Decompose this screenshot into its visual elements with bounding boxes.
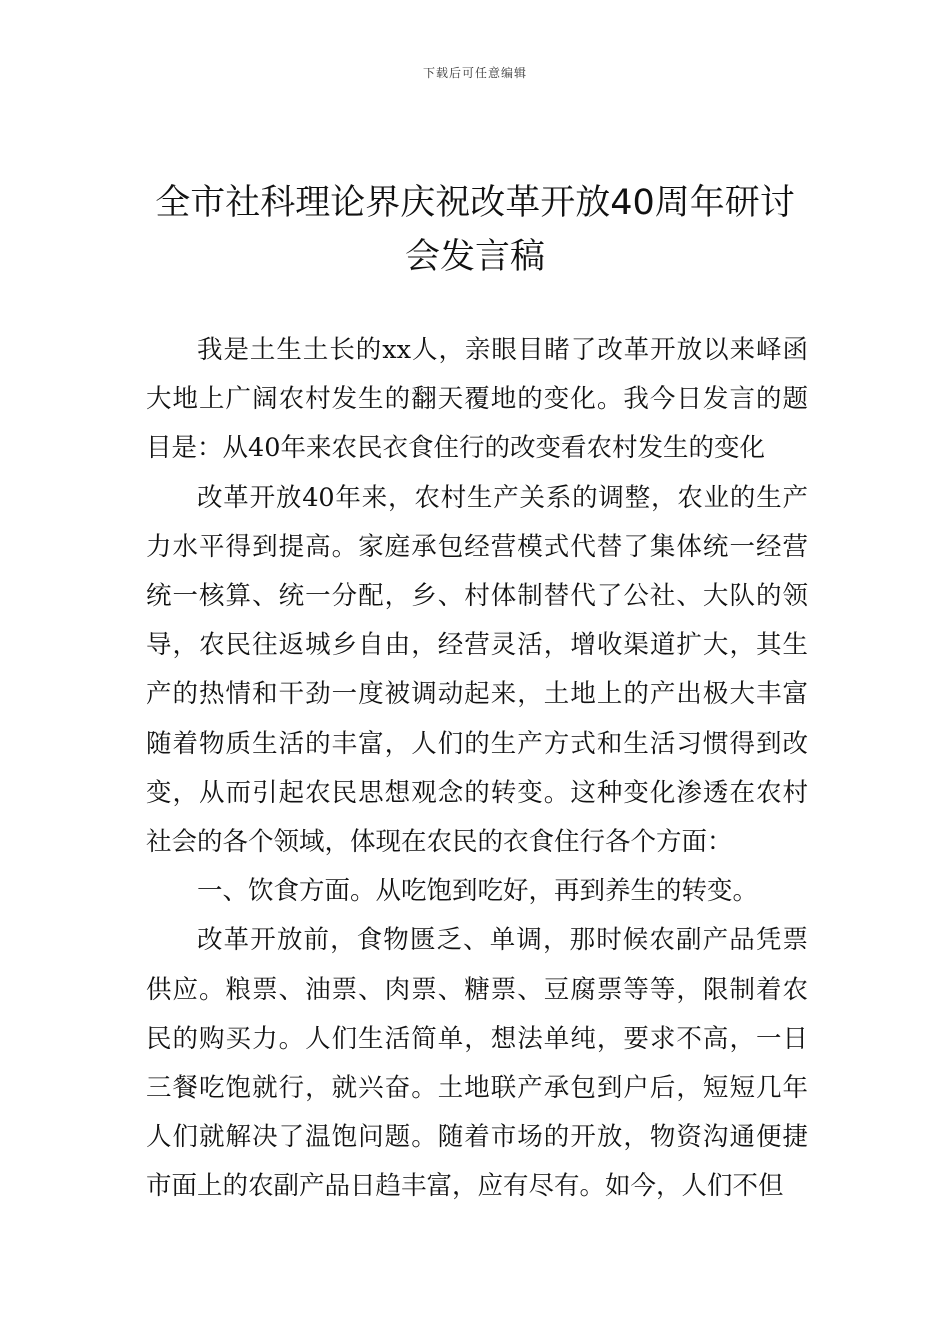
paragraph: 改革开放前，食物匮乏、单调，那时候农副产品凭票供应。粮票、油票、肉票、糖票、豆腐票等等，限制着农民的购买力。人们生活简单，想法单纯，要求不高，一日三餐吃饱就行，就兴奋。土地联产承包到户后，短短几年人们就解决了温饱问题。随着市场的开放，物资沟通便捷市面上的农副产品日趋丰富，应有尽有。如今，人们不但 [146,925,808,1202]
paragraph: 改革开放40年来，农村生产关系的调整，农业的生产力水平得到提高。家庭承包经营模式代替了集体统一经营统一核算、统一分配，乡、村体制替代了公社、大队的领导，农民往返城乡自由，经营灵活，增收渠道扩大，其生产的热情和干劲一度被调动起来，土地上的产出极大丰富随着物质生活的丰富，人们的生产方式和生活习惯得到改变，从而引起农民思想观念的转变。这种变化渗透在农村社会的各个领域，体现在农民的衣食住行各个方面： [146,482,808,858]
paragraph: 我是土生土长的xx人，亲眼目睹了改革开放以来峄函大地上广阔农村发生的翻天覆地的变化。我今日发言的题目是：从40年来农民衣食住行的改变看农村发生的变化 [146,335,808,464]
paragraph: 一、饮食方面。从吃饱到吃好，再到养生的转变。 [197,876,759,907]
document-body [146,326,808,1212]
header-note: 下载后可任意编辑 [422,66,527,80]
page-title: 全市社科理论界庆祝改革开放40周年研讨会发言稿 [155,183,795,277]
